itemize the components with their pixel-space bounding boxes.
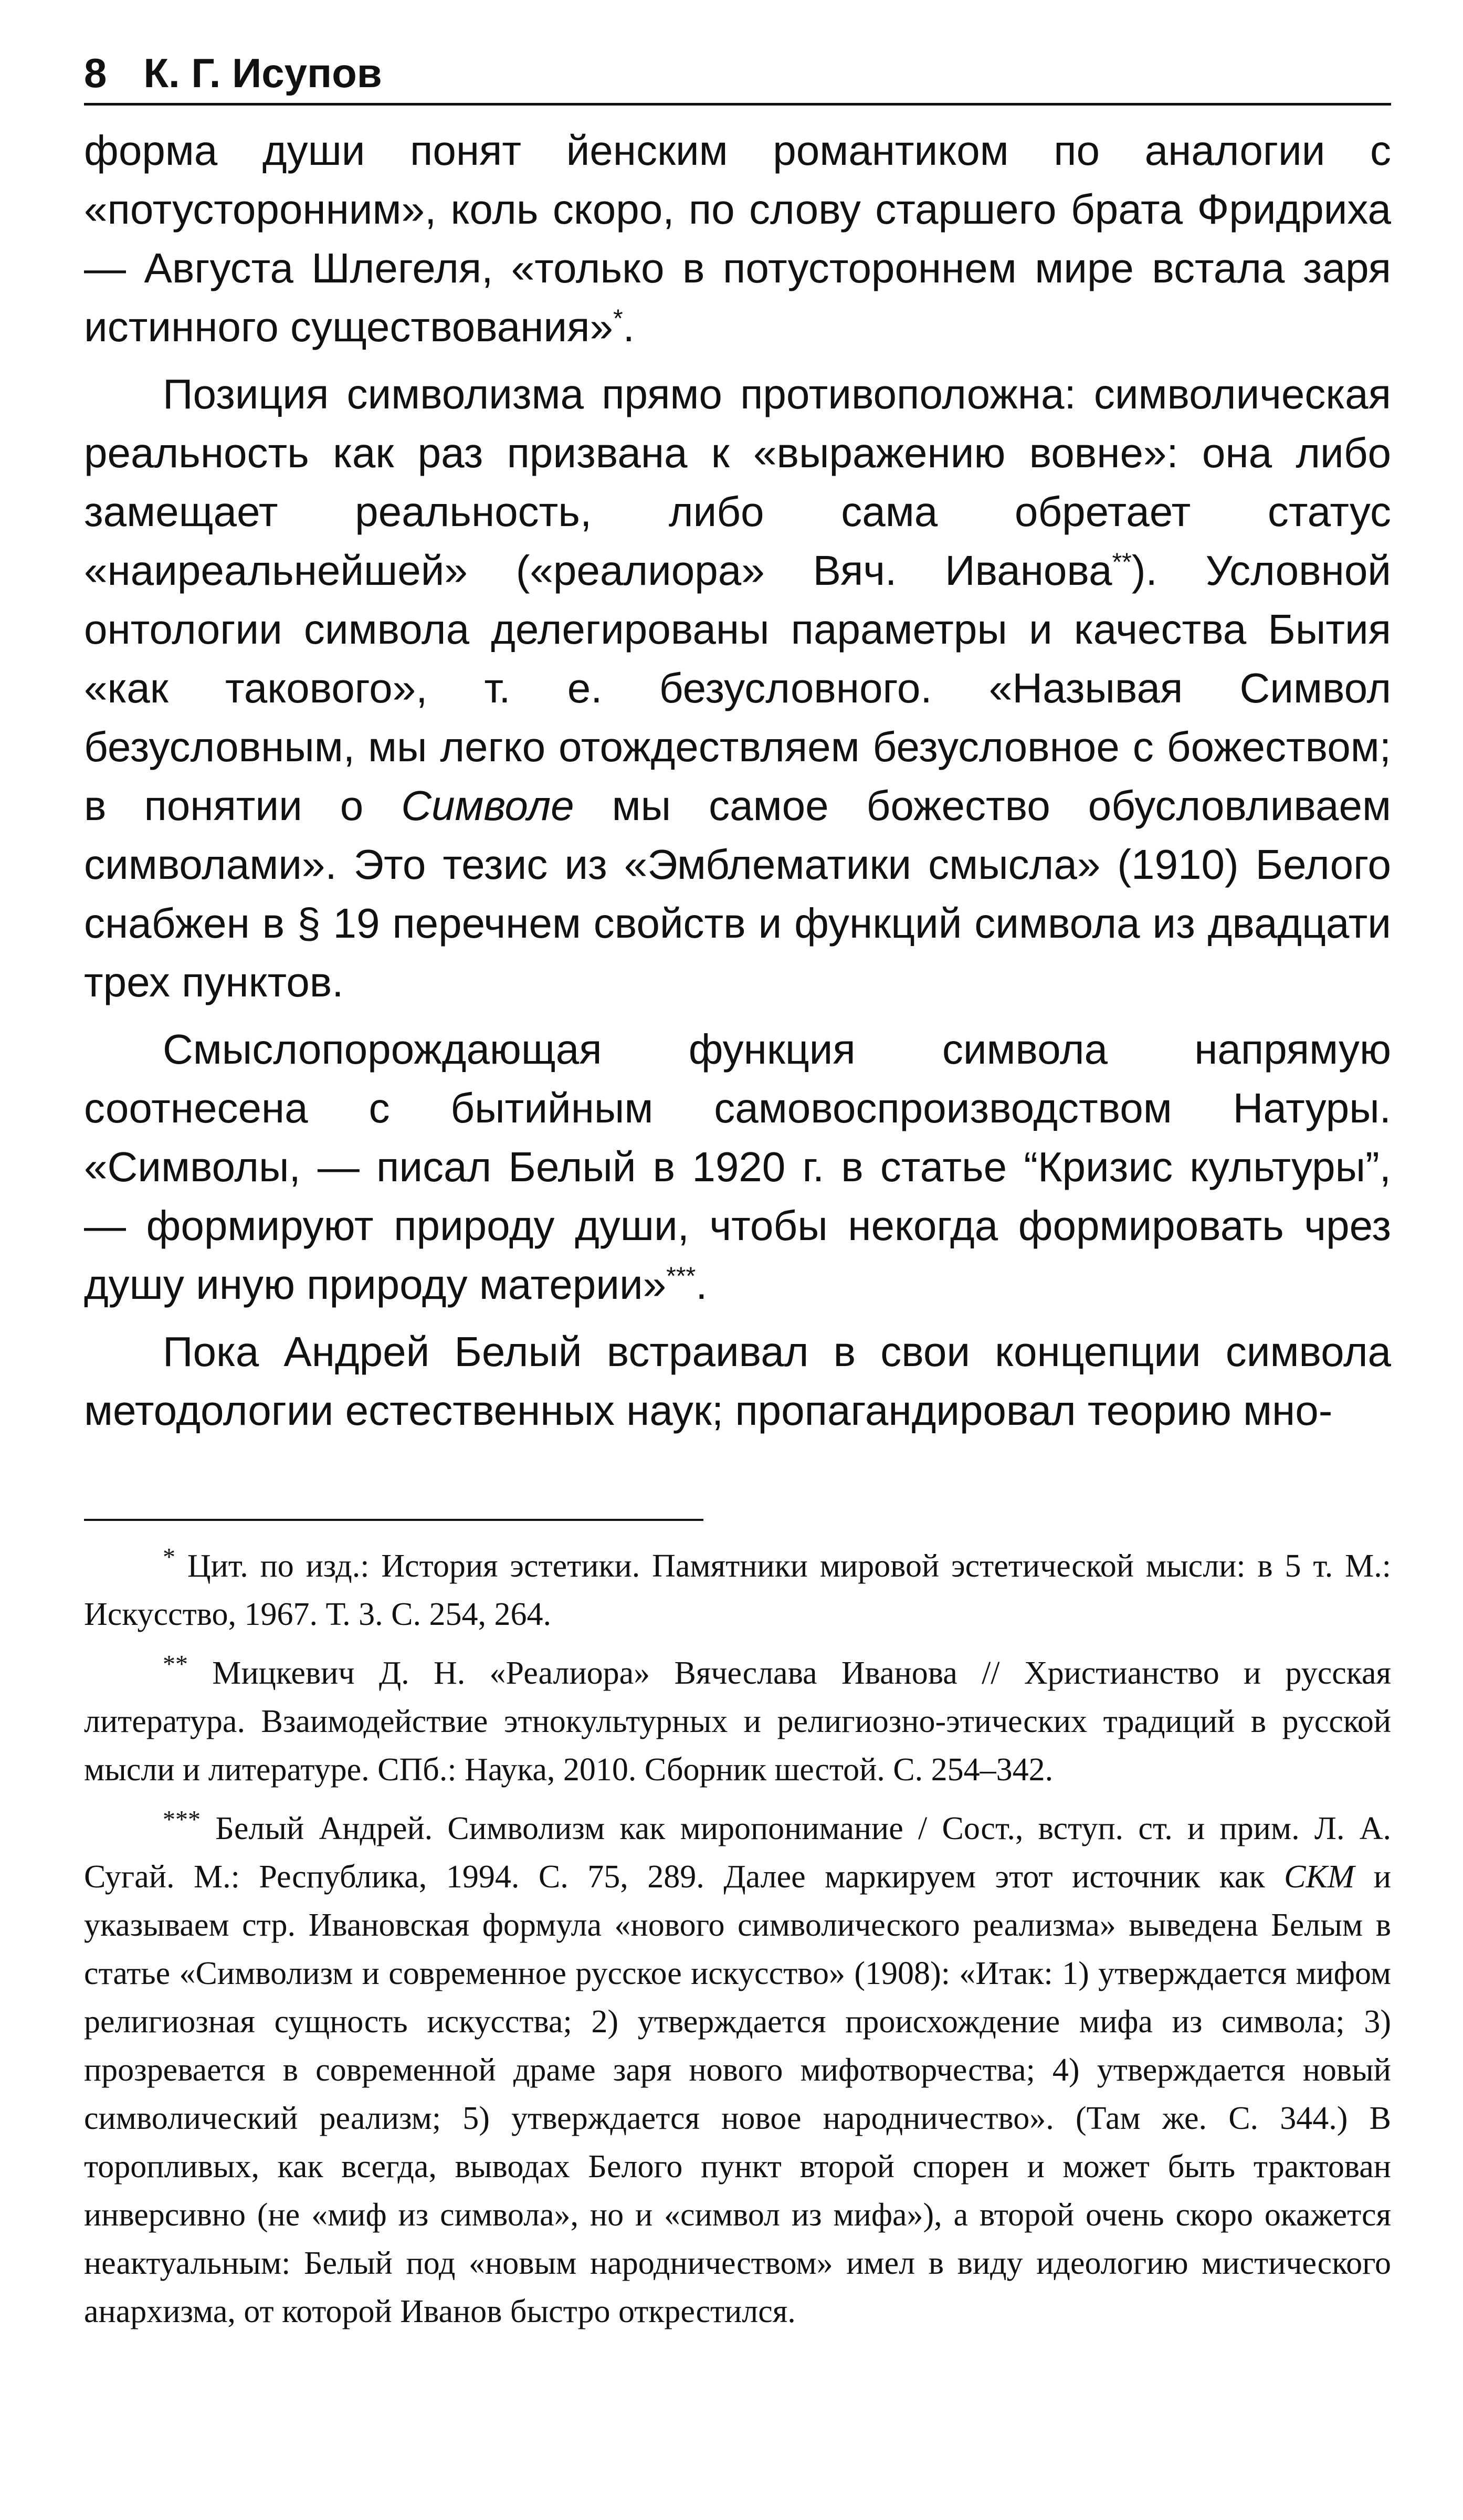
- footnote-2-text: Мицкевич Д. Н. «Реалиора» Вячеслава Иванова // Христианство и русская литература. Взаимодействие этнокультурных и религиозно-этических традиций в русской мысли и литературе. СПб.: Наука, 2010. Сборник шестой. С. 254–342.: [84, 1655, 1391, 1788]
- footnote-1-text: Цит. по изд.: История эстетики. Памятники мировой эстетической мысли: в 5 т. М.: Искусство, 1967. Т. 3. С. 254, 264.: [84, 1548, 1391, 1632]
- paragraph-2-emphasis: Символе: [401, 782, 574, 829]
- main-text: [84, 121, 1391, 1440]
- footnote-2: [84, 1649, 1391, 1794]
- footnote-3-emphasis: СКМ: [1284, 1859, 1355, 1895]
- page-number: 8: [84, 50, 107, 96]
- footnote-divider: [84, 1519, 703, 1521]
- paragraph-1-end: .: [623, 303, 635, 350]
- footnote-3-text-a: Белый Андрей. Символизм как миропонимание / Сост., вступ. ст. и прим. Л. А. Сугай. М.: Республика, 1994. С. 75, 289. Далее маркируем этот источник как: [84, 1811, 1391, 1895]
- paragraph-2-text-a: Позиция символизма прямо противоположна: символическая реальность как раз призвана к «выражению вовне»: она либо замещает реальность, либо сама обретает статус «наиреальнейшей» («реалиора» Вяч. Иванова: [84, 371, 1391, 594]
- footnote-1-mark: *: [163, 1543, 175, 1571]
- footnote-3-mark: ***: [163, 1805, 201, 1834]
- paragraph-1-text: форма души понят йенским романтиком по аналогии с «потусторонним», коль скоро, по слову старшего брата Фридриха — Августа Шлегеля, «только в потустороннем мире встала заря истинного существования»: [84, 127, 1391, 350]
- footnote-2-mark: **: [163, 1650, 188, 1678]
- paragraph-2: [84, 365, 1391, 1012]
- paragraph-2-text-b: ). Условной онтологии символа делегированы параметры и качества Бытия «как такового», т. е. безусловного. «Называя Символ безусловным, мы легко отождествляем безусловное с божеством; в понятии о: [84, 547, 1391, 829]
- paragraph-2-text-c: мы самое божество обусловливаем символами». Это тезис из «Эмблематики смысла» (1910) Белого снабжен в § 19 перечнем свойств и функций символа из двадцати трех пунктов.: [84, 782, 1392, 1005]
- paragraph-4: [84, 1322, 1391, 1440]
- paragraph-3: [84, 1020, 1391, 1314]
- running-header: [84, 52, 1391, 106]
- paragraph-3-text: Смыслопорождающая функция символа напрямую соотнесена с бытийным самовоспроизводством Натуры. «Символы, — писал Белый в 1920 г. в статье “Кризис культуры”, — формируют природу души, чтобы некогда формировать чрез душу иную природу материи»: [84, 1026, 1391, 1308]
- footnote-3-text-b: и указываем стр. Ивановская формула «нового символического реализма» выведена Белым в статье «Символизм и современное русское искусство» (1908): «Итак: 1) утверждается мифом религиозная сущность искусства; 2) утверждается происхождение мифа из символа; 3) прозревается в современной драме заря нового мифотворчества; 4) утверждается новый символический реализм; 5) утверждается новое народничество». (Там же. С. 344.) В торопливых, как всегда, выводах Белого пункт второй спорен и может быть трактован инверсивно (не «миф из символа», но и «символ из мифа»), а второй очень скоро окажется неактуальным: Белый под «новым народничеством» имел в виду идеологию мистического анархизма, от которой Иванов быстро открестился.: [84, 1859, 1391, 2329]
- paragraph-4-text: Пока Андрей Белый встраивал в свои концепции символа методологии естественных наук; пропагандировал теорию мно-: [84, 1328, 1391, 1434]
- running-header-author: К. Г. Исупов: [143, 50, 382, 96]
- footnotes: [84, 1542, 1391, 2336]
- footnote-1: [84, 1542, 1391, 1639]
- paragraph-3-end: .: [696, 1261, 708, 1308]
- paragraph-1: [84, 121, 1391, 356]
- book-page: [84, 52, 1391, 2346]
- footnote-ref-3[interactable]: ***: [666, 1262, 696, 1290]
- footnote-ref-2[interactable]: **: [1112, 548, 1132, 576]
- footnote-3: [84, 1804, 1391, 2336]
- footnote-ref-1[interactable]: *: [613, 304, 623, 333]
